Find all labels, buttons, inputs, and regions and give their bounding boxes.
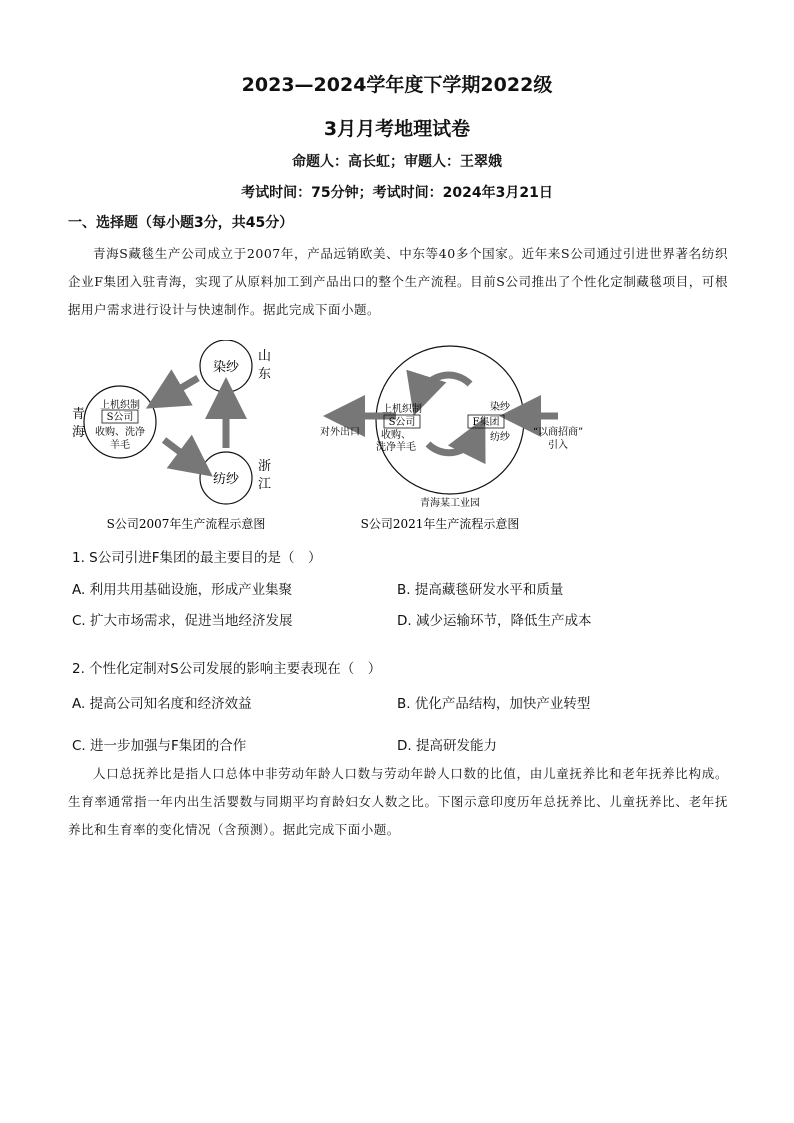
question-1-stem: 1. S公司引进F集团的最主要目的是（ ）	[72, 550, 322, 566]
dye-label: 染纱	[212, 360, 240, 375]
exam-time: 考试时间：75分钟；考试时间：2024年3月21日	[241, 185, 553, 201]
arrow-dye-to-s	[164, 378, 198, 398]
flow-diagram-2021	[310, 340, 610, 540]
section-heading: 一、选择题（每小题3分，共45分）	[68, 215, 294, 231]
dye-label: 染纱	[490, 402, 510, 413]
qinghai-label-2: 海	[72, 425, 86, 440]
exam-title: 2023—2024学年度下学期2022级	[241, 74, 553, 96]
question-2-option-d[interactable]: D. 提高研发能力	[397, 738, 497, 754]
flow-diagram-2007	[60, 340, 320, 540]
s-buy-label: 收购、	[381, 430, 411, 441]
question-1-option-d[interactable]: D. 减少运输环节，降低生产成本	[397, 613, 592, 629]
question-1-option-c[interactable]: C. 扩大市场需求，促进当地经济发展	[72, 613, 293, 629]
question-2-stem: 2. 个性化定制对S公司发展的影响主要表现在（ ）	[72, 661, 382, 677]
question-1-option-b[interactable]: B. 提高藏毯研发水平和质量	[397, 582, 564, 598]
s-wash-label: 洗净羊毛	[376, 442, 416, 453]
park-label: 青海某工业园	[420, 498, 480, 509]
figure-right-caption: S公司2021年生产流程示意图	[360, 517, 520, 531]
exam-subtitle: 3月月考地理试卷	[323, 118, 471, 140]
shandong-label-2: 东	[258, 367, 272, 382]
s-wool-label: 羊毛	[110, 440, 130, 451]
arrow-s-to-spin	[164, 440, 196, 464]
s-wash-label: 收购、洗净	[95, 427, 145, 438]
s-company-label: S公司	[106, 412, 134, 423]
spin-label: 纺纱	[212, 472, 240, 487]
export-label: 对外出口	[320, 427, 360, 438]
passage-2: 人口总抚养比是指人口总体中非劳动年龄人口数与劳动年龄人口数的比值，由儿童抚养比和老年抚养比构成。生育率通常指一年内出生活婴数与同期平均育龄妇女人数之比。下图示意印度历年总抚养比、儿童抚养比、老年抚养比和生育率的变化情况（含预测）。据此完成下面小题。	[68, 766, 728, 837]
question-2-option-a[interactable]: A. 提高公司知名度和经济效益	[72, 696, 252, 712]
s-weave-label: 上机织制	[100, 400, 140, 411]
zhejiang-label-1: 浙	[258, 459, 272, 474]
spin-label: 纺纱	[490, 432, 510, 443]
f-group-label: F集团	[472, 417, 500, 428]
question-1-option-a[interactable]: A. 利用共用基础设施，形成产业集聚	[72, 582, 293, 598]
shandong-label-1: 山	[258, 349, 272, 364]
question-2-option-c[interactable]: C. 进一步加强与F集团的合作	[72, 738, 247, 754]
invest-label-1: “以商招商”	[532, 427, 584, 438]
figure-left-caption: S公司2007年生产流程示意图	[106, 517, 266, 531]
passage-1: 青海S藏毯生产公司成立于2007年，产品远销欧美、中东等40多个国家。近年来S公司通过引进世界著名纺织企业F集团入驻青海，实现了从原料加工到产品出口的整个生产流程。目前S公司推出了个性化定制藏毯项目，可根据用户需求进行设计与快速制作。据此完成下面小题。	[68, 246, 728, 317]
question-2-option-b[interactable]: B. 优化产品结构，加快产业转型	[397, 696, 591, 712]
s-company-label: S公司	[388, 417, 416, 428]
qinghai-label-1: 青	[72, 407, 86, 422]
exam-authors: 命题人：高长虹；审题人：王翠娥	[292, 154, 502, 170]
invest-label-2: 引入	[548, 440, 568, 451]
zhejiang-label-2: 江	[258, 477, 272, 492]
s-weave-label: 上机织制	[382, 404, 422, 415]
